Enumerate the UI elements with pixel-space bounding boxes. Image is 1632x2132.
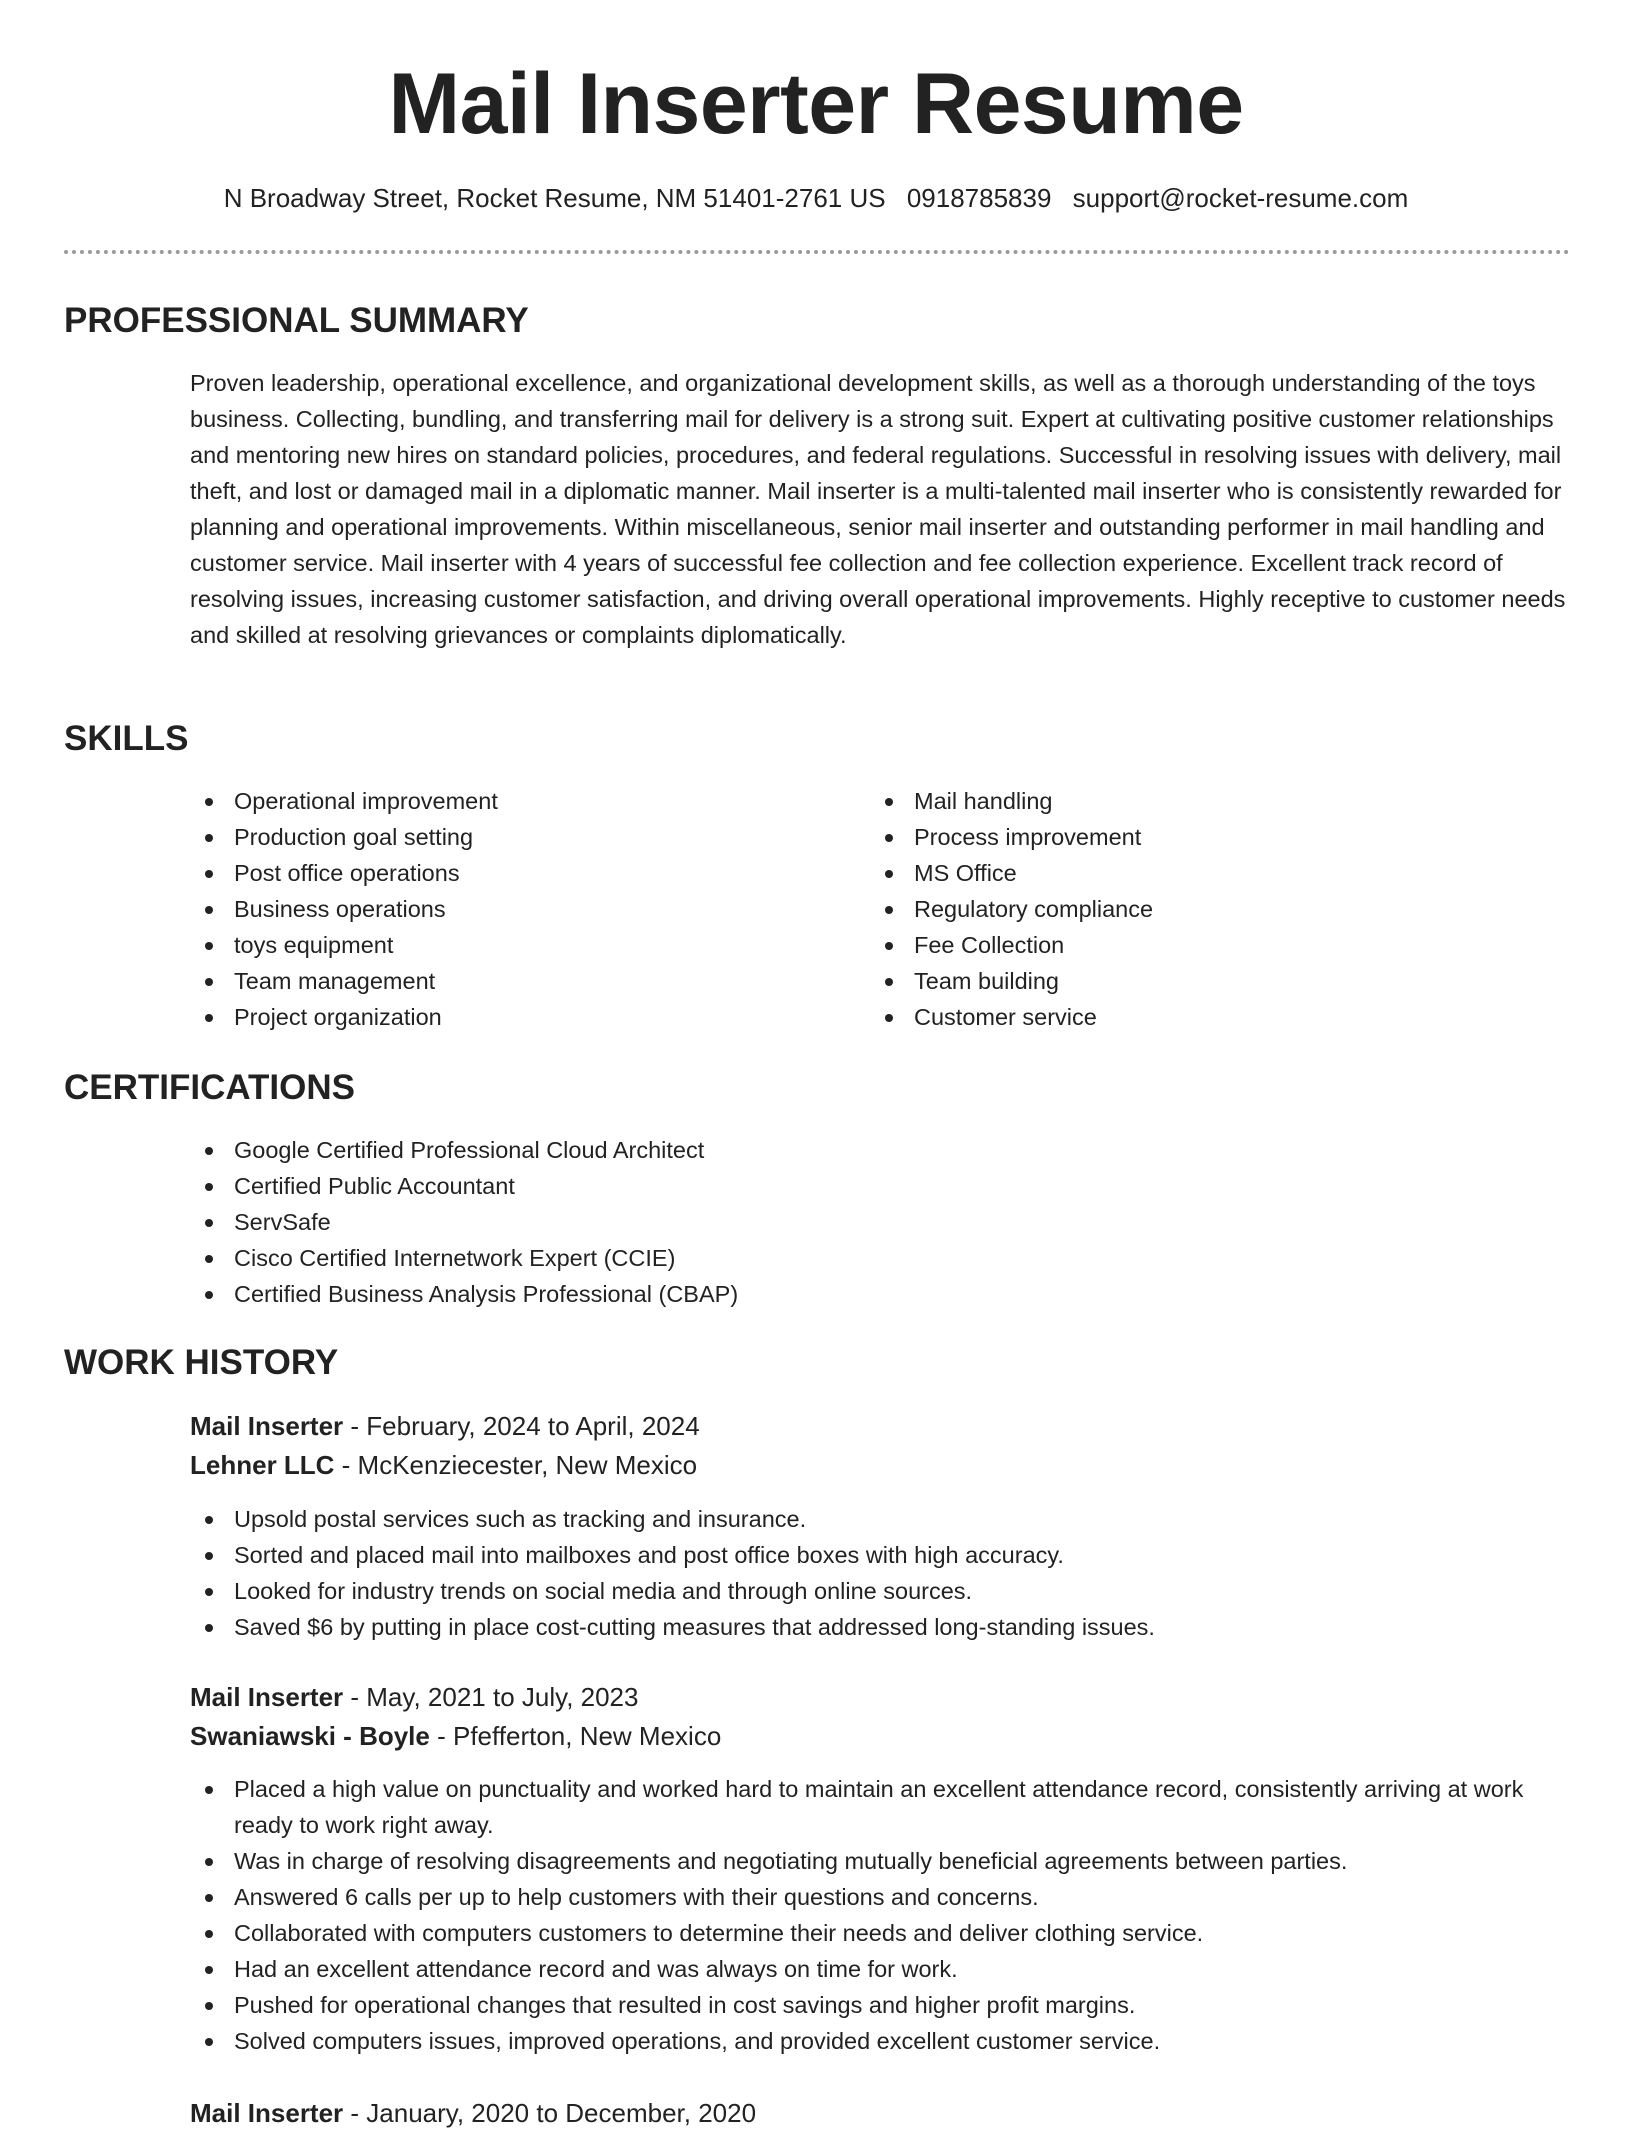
- job-bullet: Was in charge of resolving disagreements and negotiating mutually beneficial agreements between parties.: [190, 1843, 1570, 1879]
- certifications-list: [190, 1132, 1570, 1312]
- job-bullet: Solved computers issues, improved operations, and provided excellent customer service.: [190, 2023, 1570, 2059]
- job-title-line: [190, 2094, 756, 2132]
- job-company: Lehner LLC: [190, 1450, 335, 1480]
- skill-item: Production goal setting: [190, 819, 830, 855]
- skill-item: Mail handling: [870, 783, 1510, 819]
- resume-title: Mail Inserter Resume: [388, 56, 1244, 152]
- contact-line: [0, 180, 1632, 216]
- skill-item: Operational improvement: [190, 783, 830, 819]
- certification-item: Google Certified Professional Cloud Architect: [190, 1132, 1570, 1168]
- skill-item: Process improvement: [870, 819, 1510, 855]
- job-company: Swaniawski - Boyle: [190, 1721, 430, 1751]
- job-bullet: Placed a high value on punctuality and worked hard to maintain an excellent attendance record, consistently arriving at work ready to work right away.: [190, 1771, 1570, 1843]
- job-bullet: Looked for industry trends on social media and through online sources.: [190, 1573, 1570, 1609]
- job-role: Mail Inserter: [190, 1411, 344, 1441]
- job-bullet: Had an excellent attendance record and was always on time for work.: [190, 1951, 1570, 1987]
- job-location: - McKenziecester, New Mexico: [334, 1450, 698, 1480]
- job-role: Mail Inserter: [190, 1682, 344, 1712]
- summary-text: Proven leadership, operational excellence, and organizational development skills, as well as a thorough understanding of the toys business. Collecting, bundling, and transferring mail for delivery is a strong suit. Expert at cultivating positive customer relationships and mentoring new hires on standard policies, procedures, and federal regulations. Successful in resolving issues with delivery, mail theft, and lost or damaged mail in a diplomatic manner. Mail inserter is a multi-talented mail inserter who is consistently rewarded for planning and operational improvements. Within miscellaneous, senior mail inserter and outstanding performer in mail handling and customer service. Mail inserter with 4 years of successful fee collection and fee collection experience. Excellent track record of resolving issues, increasing customer satisfaction, and driving overall operational improvements. Highly receptive to customer needs and skilled at resolving grievances or complaints diplomatically.: [190, 370, 1566, 648]
- job-bullet: Sorted and placed mail into mailboxes and post office boxes with high accuracy.: [190, 1537, 1570, 1573]
- job-bullet: Pushed for operational changes that resulted in cost savings and higher profit margins.: [190, 1987, 1570, 2023]
- certification-item: Certified Business Analysis Professional (CBAP): [190, 1276, 1570, 1312]
- skills-heading: SKILLS: [64, 719, 189, 758]
- job-bullet: Answered 6 calls per up to help customers with their questions and concerns.: [190, 1879, 1570, 1915]
- job-company-line: [190, 1446, 697, 1484]
- certification-item: ServSafe: [190, 1204, 1570, 1240]
- skill-item: Fee Collection: [870, 927, 1510, 963]
- job-dates: - February, 2024 to April, 2024: [343, 1411, 700, 1441]
- certification-item: Cisco Certified Internetwork Expert (CCIE): [190, 1240, 1570, 1276]
- job-bullet: Collaborated with computers customers to determine their needs and deliver clothing service.: [190, 1915, 1570, 1951]
- certification-item: Certified Public Accountant: [190, 1168, 1570, 1204]
- job-location: - Pfefferton, New Mexico: [429, 1721, 722, 1751]
- skill-item: MS Office: [870, 855, 1510, 891]
- certifications-heading: CERTIFICATIONS: [64, 1068, 356, 1107]
- job-dates: - May, 2021 to July, 2023: [343, 1682, 639, 1712]
- header-divider: [64, 250, 1570, 254]
- skill-item: toys equipment: [190, 927, 830, 963]
- contact-phone: 0918785839: [906, 183, 1052, 213]
- skill-item: Business operations: [190, 891, 830, 927]
- skill-item: Regulatory compliance: [870, 891, 1510, 927]
- contact-email: support@rocket-resume.com: [1072, 183, 1409, 213]
- job-bullet: Upsold postal services such as tracking and insurance.: [190, 1501, 1570, 1537]
- job-title-line: [190, 1407, 700, 1445]
- job-company-line: [190, 1717, 721, 1755]
- job-bullets: [190, 1771, 1570, 2059]
- skill-item: Project organization: [190, 999, 830, 1035]
- summary-heading: PROFESSIONAL SUMMARY: [64, 301, 529, 340]
- skill-item: Post office operations: [190, 855, 830, 891]
- skill-item: Customer service: [870, 999, 1510, 1035]
- skill-item: Team building: [870, 963, 1510, 999]
- job-bullets: [190, 1501, 1570, 1645]
- job-dates: - January, 2020 to December, 2020: [343, 2098, 757, 2128]
- contact-address: N Broadway Street, Rocket Resume, NM 51401-2761 US: [223, 183, 886, 213]
- work-history-heading: WORK HISTORY: [64, 1343, 339, 1382]
- job-bullet: Saved $6 by putting in place cost-cutting measures that addressed long-standing issues.: [190, 1609, 1570, 1645]
- skills-list-left: [190, 783, 830, 1035]
- job-title-line: [190, 1678, 638, 1716]
- skills-list-right: [870, 783, 1510, 1035]
- job-role: Mail Inserter: [190, 2098, 344, 2128]
- skill-item: Team management: [190, 963, 830, 999]
